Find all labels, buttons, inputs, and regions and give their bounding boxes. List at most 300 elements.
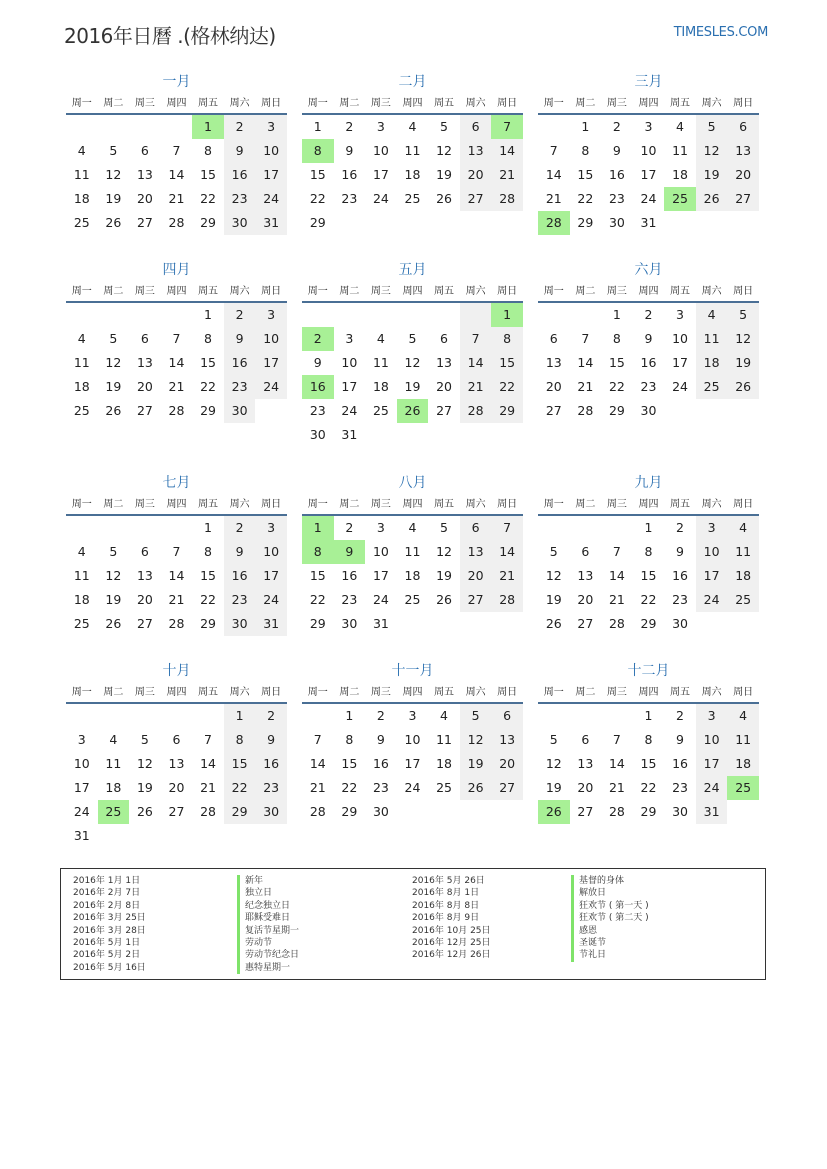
day-cell[interactable]: 28 [608,616,625,631]
day-cell[interactable]: 4 [109,732,118,747]
day-cell[interactable]: 16 [224,564,256,588]
day-cell[interactable]: 23 [341,191,358,206]
day-cell[interactable]: 10 [255,540,287,564]
day-cell[interactable]: 8 [581,143,590,158]
day-cell[interactable]: 9 [376,732,385,747]
day-cell[interactable]: 22 [309,592,326,607]
day-cell[interactable]: 22 [640,592,657,607]
day-cell[interactable]: 5 [549,732,558,747]
day-cell[interactable]: 28 [608,804,625,819]
day-cell[interactable]: 4 [408,520,417,535]
day-cell[interactable]: 11 [404,143,421,158]
day-cell[interactable]: 28 [168,215,185,230]
day-cell[interactable]: 11 [73,167,90,182]
day-cell[interactable]: 10 [672,331,688,346]
day-cell[interactable]: 12 [105,167,122,182]
day-cell[interactable]: 4 [77,331,86,346]
day-cell[interactable]: 26 [105,616,122,631]
day-cell[interactable]: 2 [224,516,256,540]
day-cell[interactable]: 13 [545,355,562,370]
day-cell[interactable]: 20 [545,379,562,394]
day-cell[interactable]: 9 [255,728,287,752]
day-cell[interactable]: 19 [727,351,759,375]
day-cell[interactable]: 26 [545,616,562,631]
day-cell-holiday[interactable]: 1 [302,516,334,540]
day-cell[interactable]: 7 [612,732,621,747]
day-cell[interactable]: 5 [440,520,448,535]
day-cell[interactable]: 25 [73,403,90,418]
day-cell[interactable]: 6 [549,331,558,346]
day-cell[interactable]: 19 [404,379,421,394]
day-cell[interactable]: 11 [672,143,688,158]
day-cell[interactable]: 10 [696,540,728,564]
day-cell[interactable]: 20 [577,592,594,607]
day-cell[interactable]: 3 [408,708,417,723]
day-cell-holiday[interactable]: 26 [397,399,429,423]
day-cell[interactable]: 18 [105,780,122,795]
day-cell[interactable]: 19 [545,780,562,795]
day-cell[interactable]: 4 [77,143,86,158]
day-cell[interactable]: 19 [105,592,122,607]
day-cell[interactable]: 28 [200,804,216,819]
day-cell[interactable]: 4 [676,119,684,134]
day-cell[interactable]: 10 [341,355,358,370]
day-cell[interactable]: 4 [408,119,417,134]
day-cell[interactable]: 11 [404,544,421,559]
day-cell[interactable]: 12 [436,544,452,559]
day-cell[interactable]: 24 [255,588,287,612]
day-cell[interactable]: 7 [549,143,558,158]
day-cell[interactable]: 25 [696,375,728,399]
day-cell[interactable]: 28 [577,403,594,418]
day-cell-holiday[interactable]: 25 [727,776,759,800]
day-cell[interactable]: 13 [460,139,492,163]
day-cell[interactable]: 6 [140,143,149,158]
day-cell-holiday[interactable]: 25 [664,187,696,211]
day-cell[interactable]: 9 [676,544,684,559]
day-cell[interactable]: 13 [491,728,523,752]
day-cell[interactable]: 27 [168,804,185,819]
day-cell[interactable]: 14 [608,756,625,771]
day-cell[interactable]: 8 [224,728,256,752]
day-cell[interactable]: 17 [372,167,389,182]
day-cell[interactable]: 2 [224,303,256,327]
day-cell-holiday[interactable]: 25 [98,800,130,824]
day-cell[interactable]: 26 [460,776,492,800]
day-cell[interactable]: 10 [372,143,389,158]
day-cell[interactable]: 29 [309,616,326,631]
day-cell[interactable]: 12 [105,568,122,583]
day-cell[interactable]: 22 [640,780,657,795]
day-cell[interactable]: 14 [577,355,594,370]
day-cell[interactable]: 28 [168,403,185,418]
day-cell[interactable]: 23 [255,776,287,800]
day-cell[interactable]: 7 [581,331,590,346]
day-cell[interactable]: 30 [672,616,688,631]
day-cell[interactable]: 15 [491,351,523,375]
day-cell[interactable]: 3 [345,331,354,346]
day-cell[interactable]: 11 [727,728,759,752]
day-cell[interactable]: 24 [640,191,657,206]
day-cell[interactable]: 10 [640,143,657,158]
day-cell[interactable]: 20 [436,379,452,394]
day-cell[interactable]: 15 [309,568,326,583]
day-cell[interactable]: 16 [672,568,688,583]
day-cell[interactable]: 13 [136,167,153,182]
day-cell[interactable]: 8 [345,732,354,747]
day-cell[interactable]: 3 [77,732,86,747]
day-cell[interactable]: 17 [341,379,358,394]
day-cell[interactable]: 15 [200,568,216,583]
day-cell[interactable]: 18 [727,564,759,588]
day-cell[interactable]: 21 [168,379,185,394]
day-cell[interactable]: 12 [460,728,492,752]
day-cell[interactable]: 2 [345,520,354,535]
day-cell[interactable]: 12 [404,355,421,370]
day-cell[interactable]: 20 [460,163,492,187]
day-cell[interactable]: 5 [408,331,417,346]
day-cell[interactable]: 24 [73,804,90,819]
day-cell[interactable]: 2 [345,119,354,134]
day-cell[interactable]: 30 [640,403,657,418]
day-cell[interactable]: 5 [440,119,448,134]
day-cell[interactable]: 23 [224,588,256,612]
day-cell[interactable]: 25 [372,403,389,418]
site-name[interactable]: TIMESLES.COM [673,25,768,40]
day-cell[interactable]: 16 [224,351,256,375]
day-cell[interactable]: 25 [73,616,90,631]
day-cell[interactable]: 18 [696,351,728,375]
day-cell-holiday[interactable]: 28 [538,211,570,235]
day-cell[interactable]: 22 [200,379,216,394]
day-cell[interactable]: 9 [612,143,621,158]
day-cell[interactable]: 1 [345,708,354,723]
day-cell[interactable]: 2 [612,119,621,134]
day-cell[interactable]: 2 [224,115,256,139]
day-cell[interactable]: 16 [341,568,358,583]
day-cell[interactable]: 8 [204,331,212,346]
day-cell[interactable]: 12 [105,355,122,370]
day-cell[interactable]: 8 [644,544,653,559]
day-cell[interactable]: 22 [200,592,216,607]
day-cell[interactable]: 9 [644,331,653,346]
day-cell-holiday[interactable]: 16 [302,375,334,399]
day-cell[interactable]: 27 [577,804,594,819]
day-cell[interactable]: 7 [172,544,181,559]
day-cell[interactable]: 3 [676,307,684,322]
day-cell[interactable]: 11 [696,327,728,351]
day-cell[interactable]: 15 [200,167,216,182]
day-cell[interactable]: 18 [404,568,421,583]
day-cell[interactable]: 23 [224,375,256,399]
day-cell[interactable]: 29 [309,215,326,230]
day-cell-holiday[interactable]: 1 [192,115,224,139]
day-cell[interactable]: 21 [545,191,562,206]
day-cell[interactable]: 4 [77,544,86,559]
day-cell[interactable]: 29 [640,616,657,631]
day-cell[interactable]: 17 [73,780,90,795]
day-cell[interactable]: 21 [168,592,185,607]
day-cell[interactable]: 31 [73,828,90,843]
day-cell[interactable]: 30 [224,612,256,636]
day-cell[interactable]: 24 [255,187,287,211]
day-cell[interactable]: 17 [672,355,688,370]
day-cell[interactable]: 22 [224,776,256,800]
day-cell[interactable]: 24 [696,588,728,612]
day-cell[interactable]: 7 [172,143,181,158]
day-cell[interactable]: 29 [200,215,216,230]
day-cell[interactable]: 20 [491,752,523,776]
day-cell[interactable]: 6 [172,732,181,747]
day-cell[interactable]: 31 [640,215,657,230]
day-cell[interactable]: 15 [309,167,326,182]
day-cell[interactable]: 18 [73,379,90,394]
day-cell[interactable]: 13 [727,139,759,163]
day-cell[interactable]: 3 [644,119,653,134]
day-cell[interactable]: 17 [255,564,287,588]
day-cell[interactable]: 3 [376,520,385,535]
day-cell[interactable]: 21 [168,191,185,206]
day-cell[interactable]: 14 [168,167,185,182]
day-cell[interactable]: 26 [136,804,153,819]
day-cell[interactable]: 1 [224,704,256,728]
day-cell[interactable]: 14 [491,139,523,163]
day-cell[interactable]: 24 [672,379,688,394]
day-cell[interactable]: 27 [460,187,492,211]
day-cell[interactable]: 2 [644,307,653,322]
day-cell[interactable]: 1 [313,119,322,134]
day-cell[interactable]: 10 [73,756,90,771]
day-cell[interactable]: 20 [727,163,759,187]
day-cell[interactable]: 13 [436,355,452,370]
day-cell[interactable]: 17 [255,163,287,187]
day-cell[interactable]: 5 [549,544,558,559]
day-cell[interactable]: 18 [73,191,90,206]
day-cell[interactable]: 19 [545,592,562,607]
day-cell[interactable]: 6 [491,704,523,728]
day-cell[interactable]: 28 [460,399,492,423]
day-cell[interactable]: 16 [672,756,688,771]
day-cell-holiday[interactable]: 9 [334,540,366,564]
day-cell[interactable]: 27 [136,616,153,631]
day-cell[interactable]: 17 [372,568,389,583]
day-cell[interactable]: 30 [341,616,358,631]
day-cell[interactable]: 12 [136,756,153,771]
day-cell[interactable]: 7 [460,327,492,351]
day-cell[interactable]: 29 [224,800,256,824]
day-cell[interactable]: 26 [727,375,759,399]
day-cell[interactable]: 21 [200,780,216,795]
day-cell[interactable]: 5 [109,544,118,559]
day-cell[interactable]: 6 [460,516,492,540]
day-cell[interactable]: 10 [696,728,728,752]
day-cell[interactable]: 21 [491,163,523,187]
day-cell-holiday[interactable]: 8 [302,139,334,163]
day-cell[interactable]: 4 [727,704,759,728]
day-cell[interactable]: 4 [440,708,448,723]
day-cell[interactable]: 26 [105,403,122,418]
day-cell[interactable]: 1 [204,520,212,535]
day-cell[interactable]: 6 [140,331,149,346]
day-cell[interactable]: 12 [545,568,562,583]
day-cell[interactable]: 23 [672,592,688,607]
day-cell[interactable]: 30 [372,804,389,819]
day-cell[interactable]: 30 [224,399,256,423]
day-cell[interactable]: 24 [255,375,287,399]
day-cell[interactable]: 15 [200,355,216,370]
day-cell[interactable]: 27 [727,187,759,211]
day-cell[interactable]: 5 [109,331,118,346]
day-cell[interactable]: 17 [404,756,421,771]
day-cell[interactable]: 16 [640,355,657,370]
day-cell[interactable]: 20 [136,379,153,394]
day-cell[interactable]: 8 [204,143,212,158]
day-cell[interactable]: 7 [172,331,181,346]
day-cell-holiday[interactable]: 26 [538,800,570,824]
day-cell[interactable]: 10 [404,732,421,747]
day-cell[interactable]: 2 [376,708,385,723]
day-cell[interactable]: 23 [341,592,358,607]
day-cell[interactable]: 19 [105,379,122,394]
day-cell[interactable]: 26 [105,215,122,230]
day-cell[interactable]: 6 [581,544,590,559]
day-cell[interactable]: 25 [727,588,759,612]
day-cell[interactable]: 30 [224,211,256,235]
day-cell[interactable]: 7 [612,544,621,559]
day-cell[interactable]: 26 [436,592,452,607]
day-cell[interactable]: 13 [577,568,594,583]
day-cell[interactable]: 27 [436,403,452,418]
day-cell[interactable]: 23 [224,187,256,211]
day-cell[interactable]: 10 [255,139,287,163]
day-cell[interactable]: 1 [644,708,653,723]
day-cell[interactable]: 29 [608,403,625,418]
day-cell[interactable]: 1 [204,307,212,322]
day-cell[interactable]: 21 [460,375,492,399]
day-cell[interactable]: 20 [136,191,153,206]
day-cell[interactable]: 23 [672,780,688,795]
day-cell[interactable]: 18 [372,379,389,394]
day-cell[interactable]: 23 [372,780,389,795]
day-cell[interactable]: 3 [255,516,287,540]
day-cell[interactable]: 21 [577,379,594,394]
day-cell[interactable]: 19 [436,568,452,583]
day-cell[interactable]: 2 [255,704,287,728]
day-cell[interactable]: 13 [136,568,153,583]
day-cell[interactable]: 28 [309,804,326,819]
day-cell[interactable]: 5 [696,115,728,139]
day-cell[interactable]: 14 [168,355,185,370]
day-cell[interactable]: 11 [73,568,90,583]
day-cell[interactable]: 5 [140,732,149,747]
day-cell[interactable]: 22 [491,375,523,399]
day-cell[interactable]: 13 [460,540,492,564]
day-cell[interactable]: 21 [309,780,326,795]
day-cell[interactable]: 16 [608,167,625,182]
day-cell[interactable]: 28 [168,616,185,631]
day-cell[interactable]: 29 [341,804,358,819]
day-cell-holiday[interactable]: 1 [491,303,523,327]
day-cell[interactable]: 24 [372,191,389,206]
day-cell[interactable]: 9 [224,327,256,351]
day-cell[interactable]: 31 [696,800,728,824]
day-cell[interactable]: 22 [341,780,358,795]
day-cell[interactable]: 3 [255,115,287,139]
day-cell[interactable]: 19 [436,167,452,182]
day-cell[interactable]: 24 [341,403,358,418]
day-cell[interactable]: 14 [608,568,625,583]
day-cell[interactable]: 17 [255,351,287,375]
day-cell[interactable]: 19 [136,780,153,795]
day-cell[interactable]: 30 [309,427,326,442]
day-cell[interactable]: 18 [404,167,421,182]
day-cell[interactable]: 9 [313,355,322,370]
day-cell[interactable]: 11 [436,732,452,747]
day-cell[interactable]: 17 [640,167,657,182]
day-cell[interactable]: 25 [73,215,90,230]
day-cell[interactable]: 27 [491,776,523,800]
day-cell[interactable]: 24 [404,780,421,795]
day-cell[interactable]: 7 [313,732,322,747]
day-cell[interactable]: 22 [608,379,625,394]
day-cell[interactable]: 1 [612,307,621,322]
day-cell[interactable]: 3 [376,119,385,134]
day-cell[interactable]: 23 [640,379,657,394]
day-cell[interactable]: 27 [545,403,562,418]
day-cell[interactable]: 11 [727,540,759,564]
day-cell[interactable]: 21 [608,780,625,795]
day-cell[interactable]: 9 [345,143,354,158]
day-cell[interactable]: 31 [341,427,358,442]
day-cell[interactable]: 2 [676,520,684,535]
day-cell[interactable]: 20 [136,592,153,607]
day-cell[interactable]: 30 [672,804,688,819]
day-cell[interactable]: 31 [372,616,389,631]
day-cell[interactable]: 16 [341,167,358,182]
day-cell[interactable]: 27 [577,616,594,631]
day-cell[interactable]: 24 [372,592,389,607]
day-cell[interactable]: 20 [577,780,594,795]
day-cell[interactable]: 18 [73,592,90,607]
day-cell[interactable]: 6 [727,115,759,139]
day-cell[interactable]: 13 [168,756,185,771]
day-cell[interactable]: 1 [644,520,653,535]
day-cell[interactable]: 7 [204,732,212,747]
day-cell[interactable]: 13 [577,756,594,771]
day-cell[interactable]: 6 [440,331,448,346]
day-cell[interactable]: 15 [577,167,594,182]
day-cell[interactable]: 3 [255,303,287,327]
day-cell[interactable]: 30 [255,800,287,824]
day-cell[interactable]: 25 [404,191,421,206]
day-cell[interactable]: 3 [696,704,728,728]
day-cell[interactable]: 17 [696,752,728,776]
day-cell[interactable]: 4 [696,303,728,327]
day-cell[interactable]: 22 [200,191,216,206]
day-cell[interactable]: 28 [491,187,523,211]
day-cell[interactable]: 14 [491,540,523,564]
day-cell[interactable]: 4 [727,516,759,540]
day-cell[interactable]: 11 [73,355,90,370]
day-cell[interactable]: 19 [105,191,122,206]
day-cell[interactable]: 15 [640,568,657,583]
day-cell[interactable]: 13 [136,355,153,370]
day-cell[interactable]: 29 [200,616,216,631]
day-cell[interactable]: 24 [696,776,728,800]
day-cell[interactable]: 8 [491,327,523,351]
day-cell[interactable]: 8 [612,331,621,346]
day-cell[interactable]: 16 [224,163,256,187]
